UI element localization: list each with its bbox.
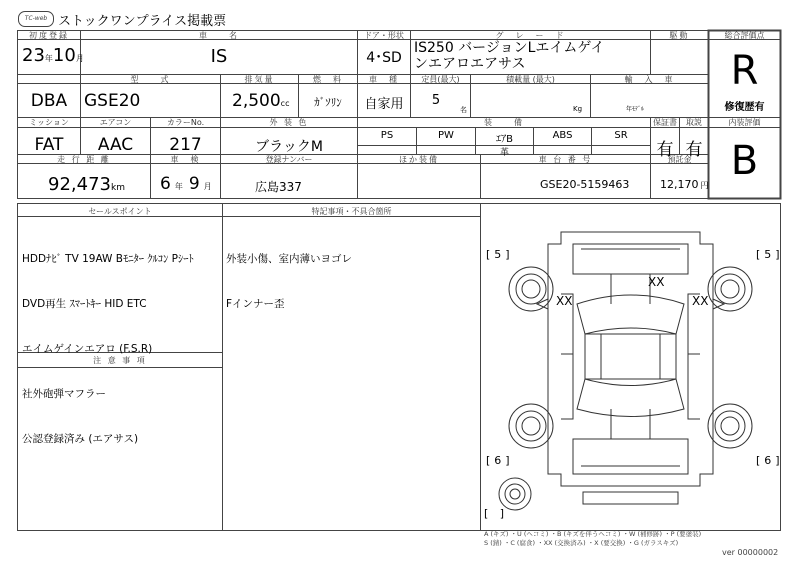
first-reg-value: 23年10月 [22, 45, 84, 66]
label-aircon: エアコン [99, 118, 132, 127]
label-other-equip: ほか装備 [399, 155, 439, 164]
version-label: ver 00000002 [722, 548, 779, 557]
label-car-name: 車 名 [199, 31, 239, 40]
list-item: DVD再生 ｽﾏｰﾄｷｰ HID ETC [22, 298, 147, 310]
interior-grade-value: B [730, 138, 759, 184]
label-door: ドア・形状 [364, 31, 404, 40]
list-item: 外装小傷、室内薄いヨゴレ [226, 253, 352, 265]
label-drive: 駆動 [669, 31, 690, 40]
label-deposit: 預託金 [667, 155, 692, 164]
label-load: 積載量 (最大) [506, 75, 555, 84]
label-mileage: 走 行 距 離 [57, 155, 111, 164]
label-import: 輸 入 車 [624, 75, 675, 84]
label-manual: 取説 [686, 118, 702, 127]
damage-mark-left: XX [556, 294, 573, 308]
spare-wheel [499, 478, 531, 510]
load-unit: Kg [573, 105, 583, 113]
list-item: 公認登録済み (エアサス) [22, 433, 139, 445]
inspection-value: 6 年 9 月 [160, 174, 212, 194]
wheel-rear-right [708, 404, 752, 448]
car-name-value: IS [210, 46, 228, 67]
zone-marker-front-right: [5] [756, 248, 784, 261]
grade-value: IS250 バージョンLエイムゲイ ンエアロエアサス [414, 40, 605, 72]
label-plate: 登録ナンバー [265, 155, 313, 164]
fuel-value: ｶﾞｿﾘﾝ [314, 96, 342, 109]
car-damage-diagram [481, 204, 780, 530]
list-item: 社外砲弾マフラー [22, 388, 106, 400]
label-first-reg: 初度登録 [29, 31, 69, 40]
zone-marker-bottom: [ ] [484, 507, 509, 520]
label-equipment: 装 備 [484, 118, 524, 127]
plate-value: 広島337 [255, 180, 302, 194]
label-overall-grade: 総合評価点 [724, 31, 765, 40]
label-warranty: 保証書 [653, 118, 677, 127]
cautions-header: 注 意 事 項 [93, 356, 147, 365]
zone-marker-front-left: [5] [486, 248, 514, 261]
chassis-no-value: GSE20-5159463 [540, 178, 630, 191]
list-item: HDDﾅﾋﾞ TV 19AW Bﾓﾆﾀｰ ｸﾙｺﾝ Pｼｰﾄ [22, 253, 194, 265]
label-color-no: カラーNo. [166, 118, 205, 127]
damage-mark-right: XX [692, 294, 709, 308]
document-title: ストックワンプライス掲載票 [58, 14, 227, 29]
label-displacement: 排気量 [244, 75, 275, 84]
label-grade: グ レ ー ド [495, 31, 566, 40]
label-interior-grade: 内装評価 [728, 118, 761, 127]
label-ext-color: 外 装 色 [269, 118, 309, 127]
special-notes-header: 特記事項・不具合箇所 [311, 207, 392, 216]
label-inspection: 車 検 [170, 155, 201, 164]
equip-header-pw: PW [438, 130, 454, 141]
manual-value: 有 [685, 140, 703, 160]
displacement-value: 2,500cc [232, 91, 290, 111]
label-usage: 車 種 [369, 75, 399, 84]
special-notes-list [226, 222, 352, 327]
overall-grade-value: R [730, 48, 759, 94]
deposit-value: 12,170 円 [660, 178, 709, 191]
mileage-value: 92,473km [48, 174, 125, 195]
label-fuel: 燃 料 [313, 75, 343, 84]
equip-header-ps: PS [380, 130, 394, 141]
aircon-value: AAC [97, 135, 134, 155]
ext-color-value: ブラックM [255, 139, 323, 155]
usage-value: 自家用 [364, 97, 404, 112]
model-prefix-value: DBA [30, 91, 68, 111]
equip-header-abs: ABS [552, 130, 573, 141]
brand-logo: TC-web [18, 11, 54, 27]
import-unit: 年ﾓﾃﾞﾙ [626, 106, 645, 113]
zone-marker-rear-left: [6] [486, 454, 514, 467]
equip-header-sr: SR [614, 130, 628, 141]
capacity-value: 5 [431, 93, 441, 108]
mission-value: FAT [34, 135, 64, 155]
door-shape-value: 4･SD [366, 50, 402, 66]
capacity-unit: 名 [460, 106, 467, 114]
label-chassis-no: 車 台 番 号 [538, 155, 593, 164]
damage-legend: A (キズ) ・U (ヘコミ) ・B (キズを伴うヘコミ) ・W (補修跡) ・P (要塗装) S (錆) ・C (腐食) ・XX (交換済み) ・X (要交換) ・G (ガラスキズ) [484, 530, 702, 547]
wheel-front-right [708, 267, 752, 311]
warranty-value: 有 [656, 140, 674, 160]
model-code-value: GSE20 [84, 91, 141, 111]
sales-points-header: セールスポイント [88, 207, 152, 216]
color-no-value: 217 [169, 135, 202, 155]
repair-history-label: 修復歴有 [724, 102, 765, 113]
label-model: 型 式 [130, 75, 171, 84]
label-capacity: 定員(最大) [421, 75, 460, 84]
sales-points-list [22, 222, 194, 462]
equip-header-airbag: ｴｱB [496, 134, 513, 145]
zone-marker-rear-right: [6] [756, 454, 784, 467]
wheel-front-left [509, 267, 553, 311]
damage-mark-center: XX [648, 275, 665, 289]
wheel-rear-left [509, 404, 553, 448]
label-mission: ミッション [29, 118, 69, 127]
list-item: Fインナー歪 [226, 298, 285, 310]
equip-value-airbag: 革 [499, 148, 509, 158]
list-item: エイムゲインエアロ (F.S.R) [22, 343, 153, 355]
